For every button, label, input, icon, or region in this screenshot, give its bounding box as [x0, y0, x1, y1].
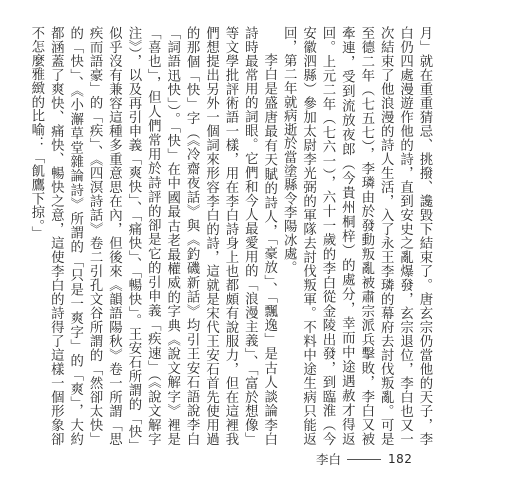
vertical-text-body: [28, 26, 434, 446]
paragraph-li-bai-style: 李白是盛唐最有天賦的詩人，「豪放」、「飄逸」是古人談論李白詩時最常用的詞眼。它們和今人最愛用的「浪漫主義」、「富於想像」等文學批評術語一樣，用在李白詩身上也都頗有說服力，但在這裡我們想提出另外一個詞來形容李白的詩，這就是宋代王安石首先使用過的那個「快」字（《冷齋夜話》與《釣磯新話》均引王安石語說李白「詞語迅快」）。「快」在中國最古老最權威的字典《說文解字》裡是「喜也」，但人們常用於詩評的卻是它的引申義「疾速」（《說文解字注》），以及再引申義「爽快」、「痛快」、「暢快」。王安石所謂的「快」似乎沒有兼容這種多重意思在內，但後來《韻語陽秋》卷一所謂「思疾而語豪」的「疾」、《四溟詩話》卷二引孔文谷所謂的「然卻太快」的「快」、《小澥草堂雜論詩》所謂的「只是一爽字」的「爽」，大約都涵蓋了爽快、痛快、暢快之意，這使李白的詩得了這樣一個形象卻不怎麼雅緻的比喻：「飢鷹下掠。」: [28, 26, 277, 446]
running-title: 李白: [316, 452, 342, 467]
page-number: 182: [388, 452, 413, 466]
page-footer: [316, 450, 412, 468]
footer-rule: [347, 459, 381, 460]
paragraph-continuation: 月」就在重重猜忌、挑撥、讒毀下結束了。唐玄宗仍當他的天子，李白仍四處漫遊作他的詩，直到安史之亂爆發，玄宗退位，李白也又一次結束了他浪漫的詩人生活，入了永王李璘的幕府去討伐叛亂。可是至德二年（七五七），李璘由於發動叛亂被肅宗派兵擊敗，李白又被牽連，受到流放夜郎（今貴州桐梓）的處分，幸而中途遇赦才得返回。上元二年（七六一），六十一歲的李白從金陵出發，到臨淮（今安徽泗縣）參加太尉李光弼的軍隊去討伐叛軍。不料中途生病只能返回，第二年就病逝於當塗縣令李陽冰處。: [281, 26, 432, 446]
